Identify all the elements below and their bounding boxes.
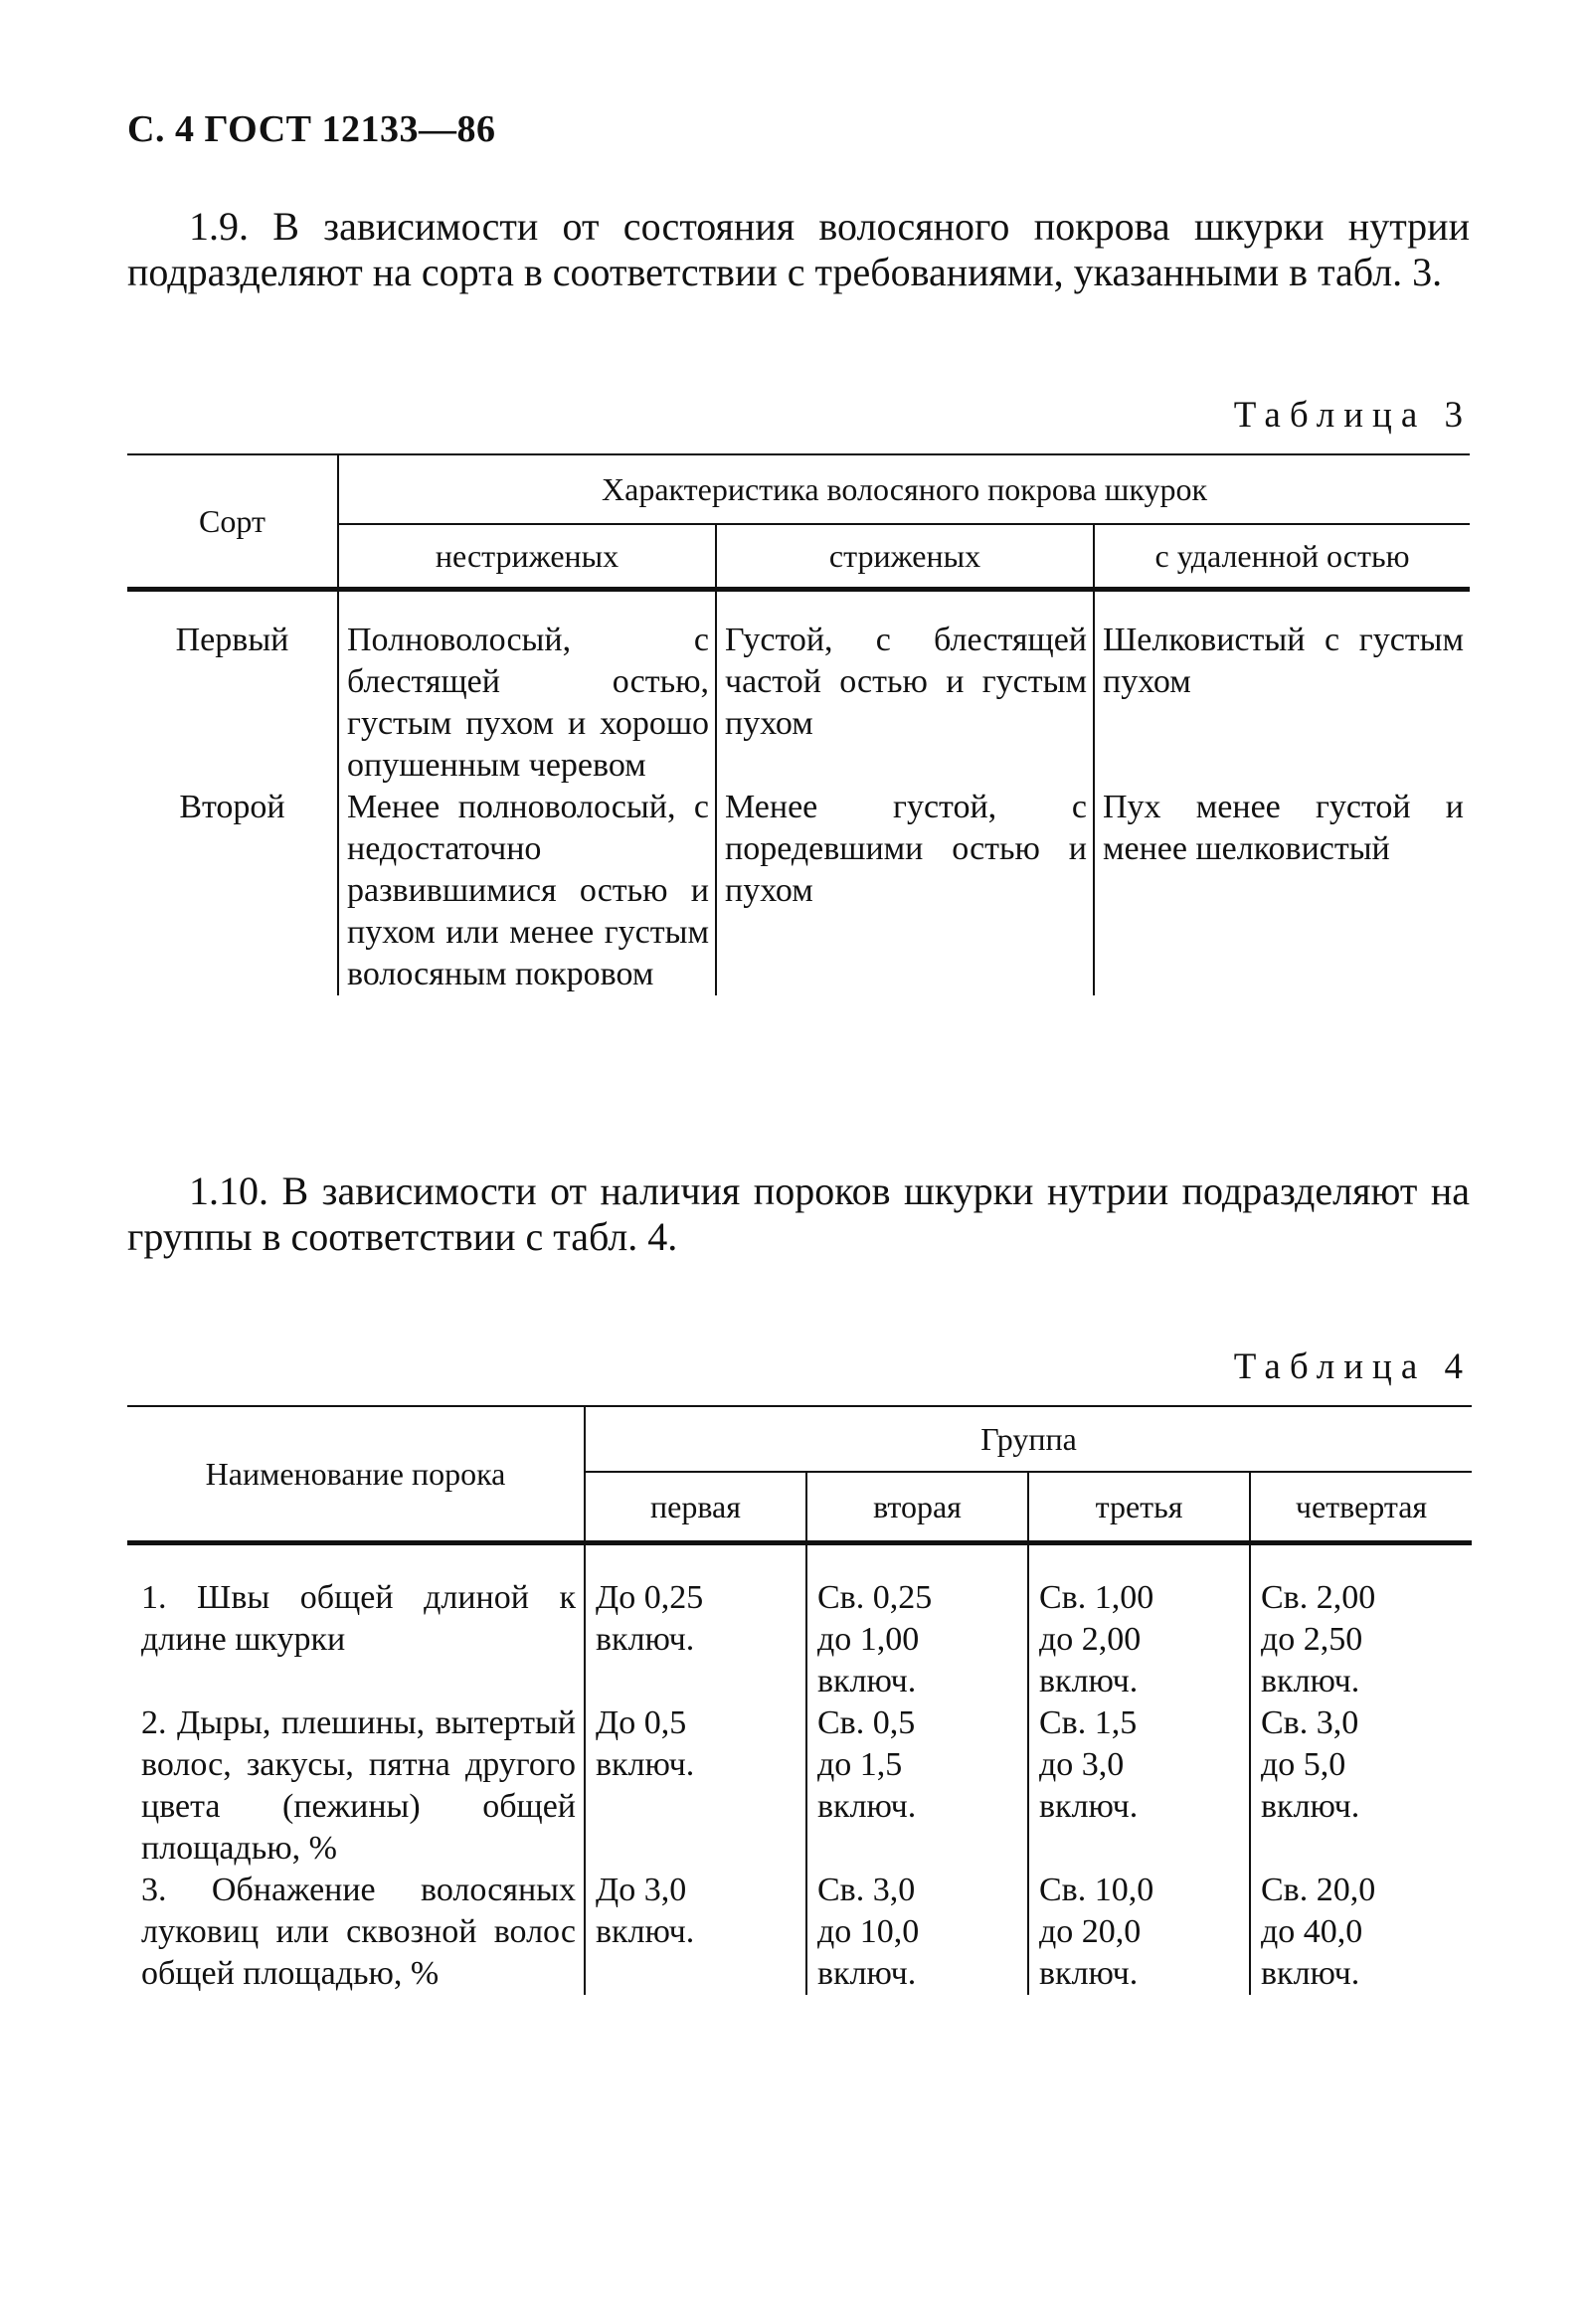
paragraph-1-10-text: 1.10. В зависимости от наличия пороков шкурки нутрии подразделяют на группы в соответствии с табл. 4.: [127, 1168, 1470, 1259]
table-3-col-header: с удаленной остью: [1094, 524, 1470, 590]
paragraph-1-9-text: 1.9. В зависимости от состояния волосяного покрова шкурки нутрии подразделяют на сорта в соответствии с требованиями, указанными в табл. 3.: [127, 204, 1470, 294]
table-4-cell: Св. 0,5 до 1,5 включ.: [806, 1702, 1028, 1870]
table-row: [127, 787, 1470, 995]
table-3-caption: Таблица 3: [1233, 395, 1472, 436]
table-3-cell: Пух менее густой и менее шелковистый: [1094, 787, 1470, 995]
table-4-name-cell: 1. Швы общей длиной к длине шкурки: [141, 1579, 576, 1658]
table-4-caption: Таблица 4: [1233, 1346, 1472, 1387]
table-4-group-header: Группа: [585, 1406, 1472, 1472]
table-row: [127, 1543, 1472, 1703]
table-4-cell: Св. 2,00 до 2,50 включ.: [1250, 1543, 1472, 1703]
table-3-col-header: нестриженых: [338, 524, 716, 590]
table-3-group-header: Характеристика волосяного покрова шкурок: [338, 454, 1470, 524]
table-4-cell: Св. 1,5 до 3,0 включ.: [1028, 1702, 1250, 1870]
table-4-cell: Св. 20,0 до 40,0 включ.: [1250, 1870, 1472, 1995]
table-3-sort-cell: Первый: [175, 622, 289, 658]
table-3-col-sort: Сорт: [127, 454, 338, 590]
table-3-cell: Шелковистый с густым пухом: [1094, 590, 1470, 788]
table-4-col-header: первая: [585, 1472, 806, 1543]
table-4-cell: Св. 1,00 до 2,00 включ.: [1028, 1543, 1250, 1703]
table-3-cell: Менее полноволосый, с недостаточно развившимися остью и пухом или менее густым волосяным покровом: [338, 787, 716, 995]
table-3-cell: Густой, с блестящей частой остью и густым пухом: [716, 590, 1094, 788]
table-4-cell: До 3,0 включ.: [585, 1870, 806, 1995]
table-3-sort-cell: Второй: [179, 789, 285, 825]
table-4-name-cell: 2. Дыры, плешины, вытертый волос, закусы, пятна другого цвета (пежины) общей площадью, %: [141, 1704, 576, 1867]
table-4-cell: До 0,25 включ.: [585, 1543, 806, 1703]
table-4: [127, 1405, 1472, 1995]
table-3-cell: Полноволосый, с блестящей остью, густым пухом и хорошо опушенным черевом: [338, 590, 716, 788]
paragraph-1-10: [127, 1168, 1470, 1260]
table-4-cell: Св. 3,0 до 5,0 включ.: [1250, 1702, 1472, 1870]
table-row: [127, 1870, 1472, 1995]
table-row: [127, 1702, 1472, 1870]
paragraph-1-9: [127, 204, 1470, 295]
table-4-cell: До 0,5 включ.: [585, 1702, 806, 1870]
table-row: [127, 590, 1470, 788]
table-4-col-header: третья: [1028, 1472, 1250, 1543]
page-header: С. 4 ГОСТ 12133—86: [127, 108, 496, 150]
table-4-cell: Св. 0,25 до 1,00 включ.: [806, 1543, 1028, 1703]
table-4-name-cell: 3. Обнажение волосяных луковиц или сквозной волос общей площадью, %: [141, 1872, 576, 1992]
table-3-cell: Менее густой, с поредевшими остью и пухом: [716, 787, 1094, 995]
table-3: [127, 453, 1470, 995]
table-4-cell: Св. 10,0 до 20,0 включ.: [1028, 1870, 1250, 1995]
table-3-col-header: стриженых: [716, 524, 1094, 590]
table-4-col-name: Наименование порока: [127, 1406, 585, 1543]
table-4-col-header: четвертая: [1250, 1472, 1472, 1543]
table-4-col-header: вторая: [806, 1472, 1028, 1543]
table-4-cell: Св. 3,0 до 10,0 включ.: [806, 1870, 1028, 1995]
